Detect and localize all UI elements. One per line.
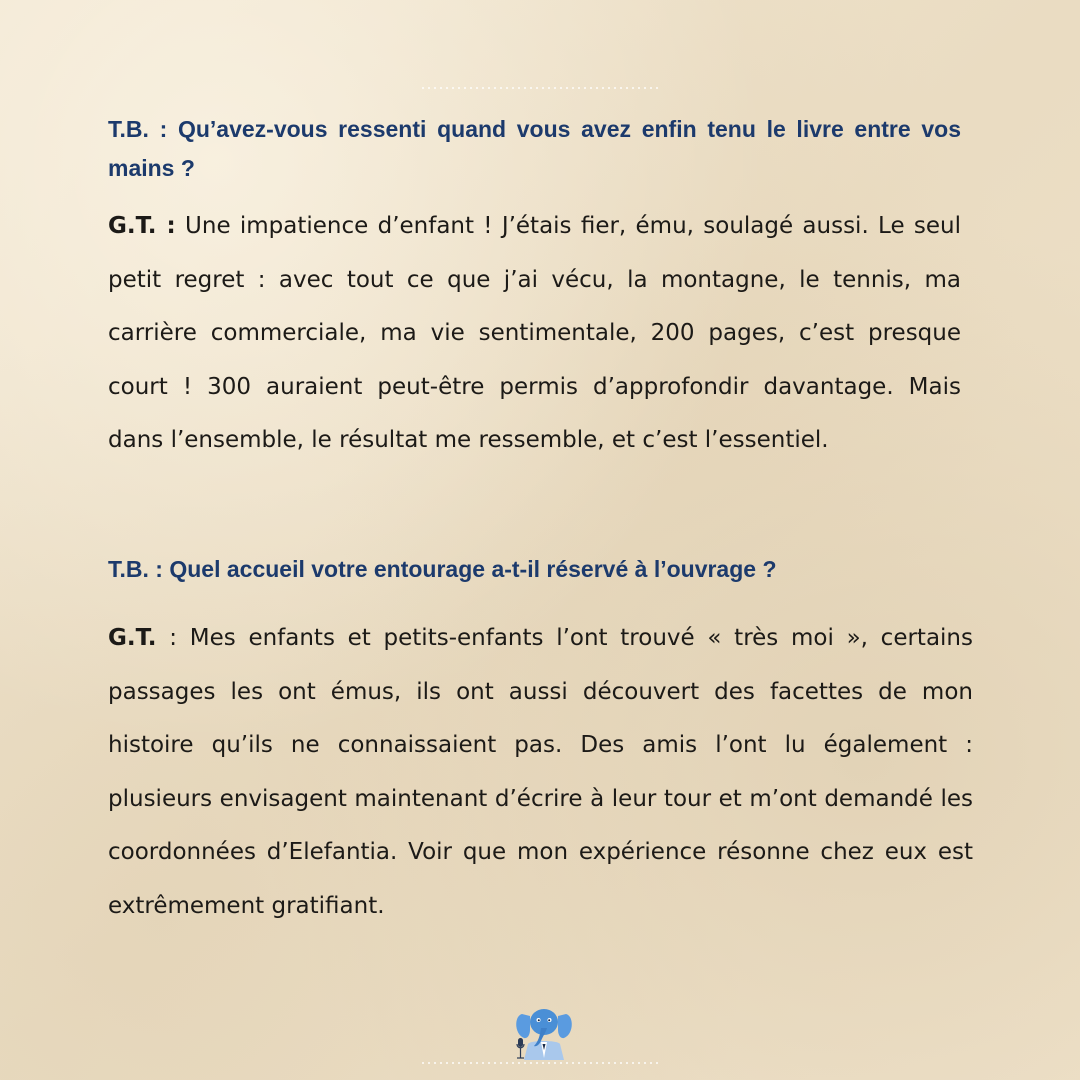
- answer-2-speaker: G.T.: [108, 625, 157, 651]
- interview-content: [108, 110, 973, 919]
- answer-1-speaker: G.T. :: [108, 213, 176, 239]
- decorative-dots-bottom: [420, 1062, 660, 1064]
- answer-1: [108, 200, 961, 468]
- answer-1-text: Une impatience d’enfant ! J’étais fier, ému, soulagé aussi. Le seul petit regret : avec tout ce que j’ai vécu, la montagne, le tennis, ma carrière commerciale, ma vie sentimentale, 200 pages, c’est presque court ! 300 auraient peut-être permis d’approfondir davantage. Mais dans l’ensemble, le résultat me ressemble, et c’est l’essentiel.: [108, 213, 961, 453]
- question-2-text: Quel accueil votre entourage a-t-il réservé à l’ouvrage ?: [169, 556, 777, 582]
- elephant-mascot-icon: [512, 1000, 576, 1064]
- question-2-speaker: T.B. :: [108, 556, 163, 582]
- question-1-speaker: T.B. :: [108, 116, 168, 142]
- decorative-dots-top: [420, 87, 660, 89]
- question-1: [108, 110, 961, 188]
- answer-2: [108, 612, 973, 933]
- question-1-text: Qu’avez-vous ressenti quand vous avez enfin tenu le livre entre vos mains ?: [108, 116, 962, 181]
- answer-2-text: : Mes enfants et petits-enfants l’ont trouvé « très moi », certains passages les ont émus, ils ont aussi découvert des facettes de mon histoire qu’ils ne connaissaient pas. Des amis l’ont lu également : plusieurs envisagent maintenant d’écrire à leur tour et m’ont demandé les coordonnées d’Elefantia. Voir que mon expérience résonne chez eux est extrêmement gratifiant.: [108, 625, 973, 919]
- question-2: [108, 550, 961, 589]
